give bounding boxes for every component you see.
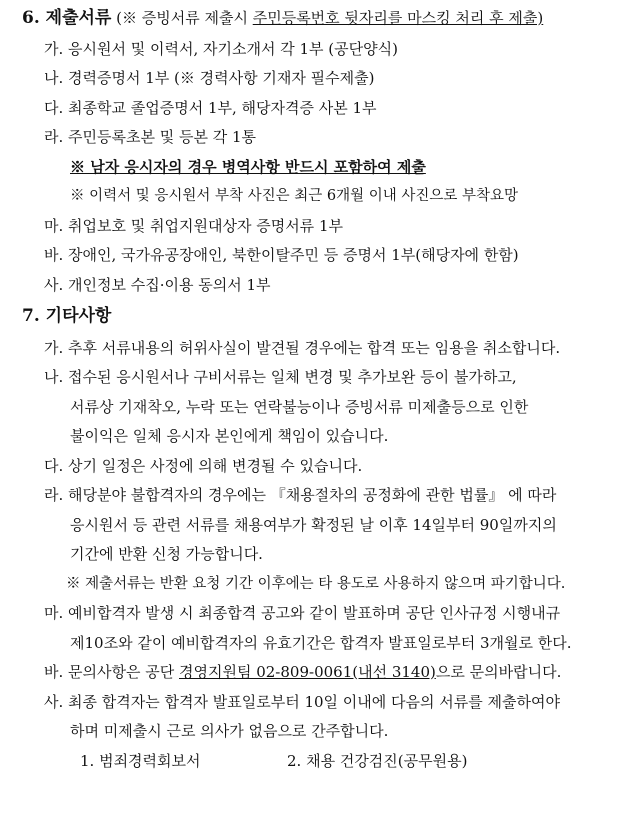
- section-7-item-na-line1: 나. 접수된 응시원서나 구비서류는 일체 변경 및 추가보완 등이 불가하고,: [44, 368, 517, 386]
- required-doc-health-check: 2. 채용 건강검진(공무원용): [287, 752, 468, 770]
- section-6-heading-line: [22, 8, 543, 28]
- section-7-item-na-line2: 서류상 기재착오, 누락 또는 연락불능이나 증빙서류 미제출등으로 인한: [70, 398, 529, 416]
- section-7-item-ra-line2: 응시원서 등 관련 서류를 채용여부가 확정된 날 이후 14일부터 90일까지의: [70, 516, 557, 534]
- photo-note: ※ 이력서 및 응시원서 부착 사진은 최근 6개월 이내 사진으로 부착요망: [70, 188, 519, 204]
- section-6-note-underlined: 주민등록번호 뒷자리를 마스킹 처리 후 제출): [252, 9, 544, 27]
- section-6-item-na: 나. 경력증명서 1부 (※ 경력사항 기재자 필수제출): [44, 69, 375, 87]
- section-6-item-ra: 라. 주민등록초본 및 등본 각 1통: [44, 128, 257, 146]
- section-6-note-prefix: (※ 증빙서류 제출시: [111, 9, 253, 27]
- section-7-item-ra-line3: 기간에 반환 신청 가능합니다.: [70, 545, 263, 563]
- contact-prefix: 바. 문의사항은 공단: [44, 663, 179, 681]
- return-document-note: ※ 제출서류는 반환 요청 기간 이후에는 타 용도로 사용하지 않으며 파기합니다.: [66, 576, 566, 592]
- section-7-item-ra-line1: 라. 해당분야 불합격자의 경우에는 『채용절차의 공정화에 관한 법률』 에 따라: [44, 486, 557, 504]
- section-7-item-sa-line1: 사. 최종 합격자는 합격자 발표일로부터 10일 이내에 다음의 서류를 제출하여야: [44, 693, 560, 711]
- contact-department-phone: 경영지원팀 02-809-0061(내선 3140): [179, 663, 436, 681]
- section-7-item-da: 다. 상기 일정은 사정에 의해 변경될 수 있습니다.: [44, 457, 363, 475]
- contact-suffix: 으로 문의바랍니다.: [435, 663, 562, 681]
- section-7-heading: 7. 기타사항: [22, 306, 112, 326]
- section-6-heading: 6. 제출서류: [22, 8, 112, 28]
- section-6-item-ba: 바. 장애인, 국가유공장애인, 북한이탈주민 등 증명서 1부(해당자에 한함): [44, 246, 519, 264]
- section-7-item-na-line3: 불이익은 일체 응시자 본인에게 책임이 있습니다.: [70, 427, 389, 445]
- section-7-item-ba: [44, 662, 561, 682]
- section-7-item-ga: 가. 추후 서류내용의 허위사실이 발견될 경우에는 합격 또는 임용을 취소합니다.: [44, 339, 561, 357]
- section-6-item-da: 다. 최종학교 졸업증명서 1부, 해당자격증 사본 1부: [44, 99, 377, 117]
- required-doc-criminal-record: 1. 범죄경력회보서: [80, 752, 201, 770]
- section-7-item-ma-line1: 마. 예비합격자 발생 시 최종합격 공고와 같이 발표하며 공단 인사규정 시행내규: [44, 604, 561, 622]
- section-6-item-ga: 가. 응시원서 및 이력서, 자기소개서 각 1부 (공단양식): [44, 40, 398, 58]
- section-6-item-sa: 사. 개인정보 수집·이용 동의서 1부: [44, 276, 271, 294]
- section-7-item-ma-line2: 제10조와 같이 예비합격자의 유효기간은 합격자 발표일로부터 3개월로 한다.: [70, 634, 572, 652]
- military-service-note: ※ 남자 응시자의 경우 병역사항 반드시 포함하여 제출: [70, 158, 426, 176]
- section-7-item-sa-line2: 하며 미제출시 근로 의사가 없음으로 간주합니다.: [70, 722, 389, 740]
- section-6-item-ma: 마. 취업보호 및 취업지원대상자 증명서류 1부: [44, 217, 343, 235]
